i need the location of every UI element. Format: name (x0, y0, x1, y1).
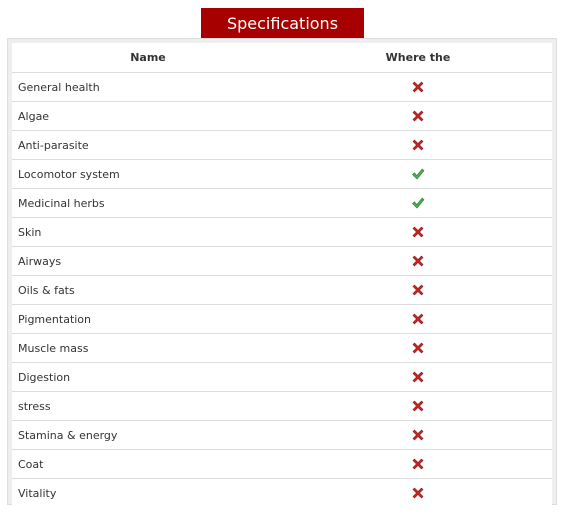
cross-icon (410, 485, 426, 501)
cross-icon (410, 253, 426, 269)
cross-icon (410, 456, 426, 472)
row-name: Vitality (18, 486, 57, 500)
check-icon (410, 166, 426, 182)
specifications-tab[interactable]: Specifications (201, 8, 364, 39)
row-name: Stamina & energy (12, 421, 284, 450)
row-status (284, 334, 552, 363)
row-status (284, 421, 552, 450)
table-row (12, 218, 552, 247)
table-row (12, 450, 552, 479)
table-row (12, 247, 552, 276)
table-row (12, 392, 552, 421)
row-name: General health (12, 73, 284, 102)
cross-icon (410, 311, 426, 327)
cross-icon (410, 398, 426, 414)
table-row (12, 363, 552, 392)
row-name: Pigmentation (12, 305, 284, 334)
table-row (12, 160, 552, 189)
column-header-name: Name (12, 43, 284, 73)
row-name: Algae (12, 102, 284, 131)
row-status (284, 305, 552, 334)
column-header-where: Where the (284, 43, 552, 73)
cross-icon (410, 369, 426, 385)
cross-icon (410, 340, 426, 356)
row-status (284, 131, 552, 160)
table-row (12, 421, 552, 450)
row-name: Locomotor system (12, 160, 284, 189)
row-status (284, 218, 552, 247)
table-row (12, 189, 552, 218)
specifications-table (12, 43, 552, 507)
cross-icon (410, 224, 426, 240)
row-status (284, 73, 552, 102)
table-row (12, 334, 552, 363)
table-row (12, 131, 552, 160)
row-name: Medicinal herbs (12, 189, 284, 218)
row-status (284, 363, 552, 392)
cross-icon (410, 427, 426, 443)
row-name: Muscle mass (12, 334, 284, 363)
row-status (284, 450, 552, 479)
cross-icon (410, 79, 426, 95)
row-status (284, 102, 552, 131)
row-name: stress (12, 392, 284, 421)
row-name: Anti-parasite (12, 131, 284, 160)
table-row (12, 276, 552, 305)
cross-icon (410, 282, 426, 298)
row-status (284, 479, 552, 508)
cross-icon (410, 137, 426, 153)
row-status (284, 189, 552, 218)
table-row (12, 73, 552, 102)
row-name: Digestion (12, 363, 284, 392)
row-status (284, 160, 552, 189)
row-name: Airways (12, 247, 284, 276)
table-row (12, 479, 552, 508)
table-row (12, 102, 552, 131)
row-status (284, 392, 552, 421)
cross-icon (410, 108, 426, 124)
table-header-row (12, 43, 552, 73)
row-name: Coat (12, 450, 284, 479)
row-status (284, 276, 552, 305)
check-icon (410, 195, 426, 211)
row-name: Oils & fats (12, 276, 284, 305)
table-row (12, 305, 552, 334)
table-body (12, 73, 552, 508)
row-status (284, 247, 552, 276)
row-name: Skin (12, 218, 284, 247)
specifications-panel (7, 38, 557, 505)
